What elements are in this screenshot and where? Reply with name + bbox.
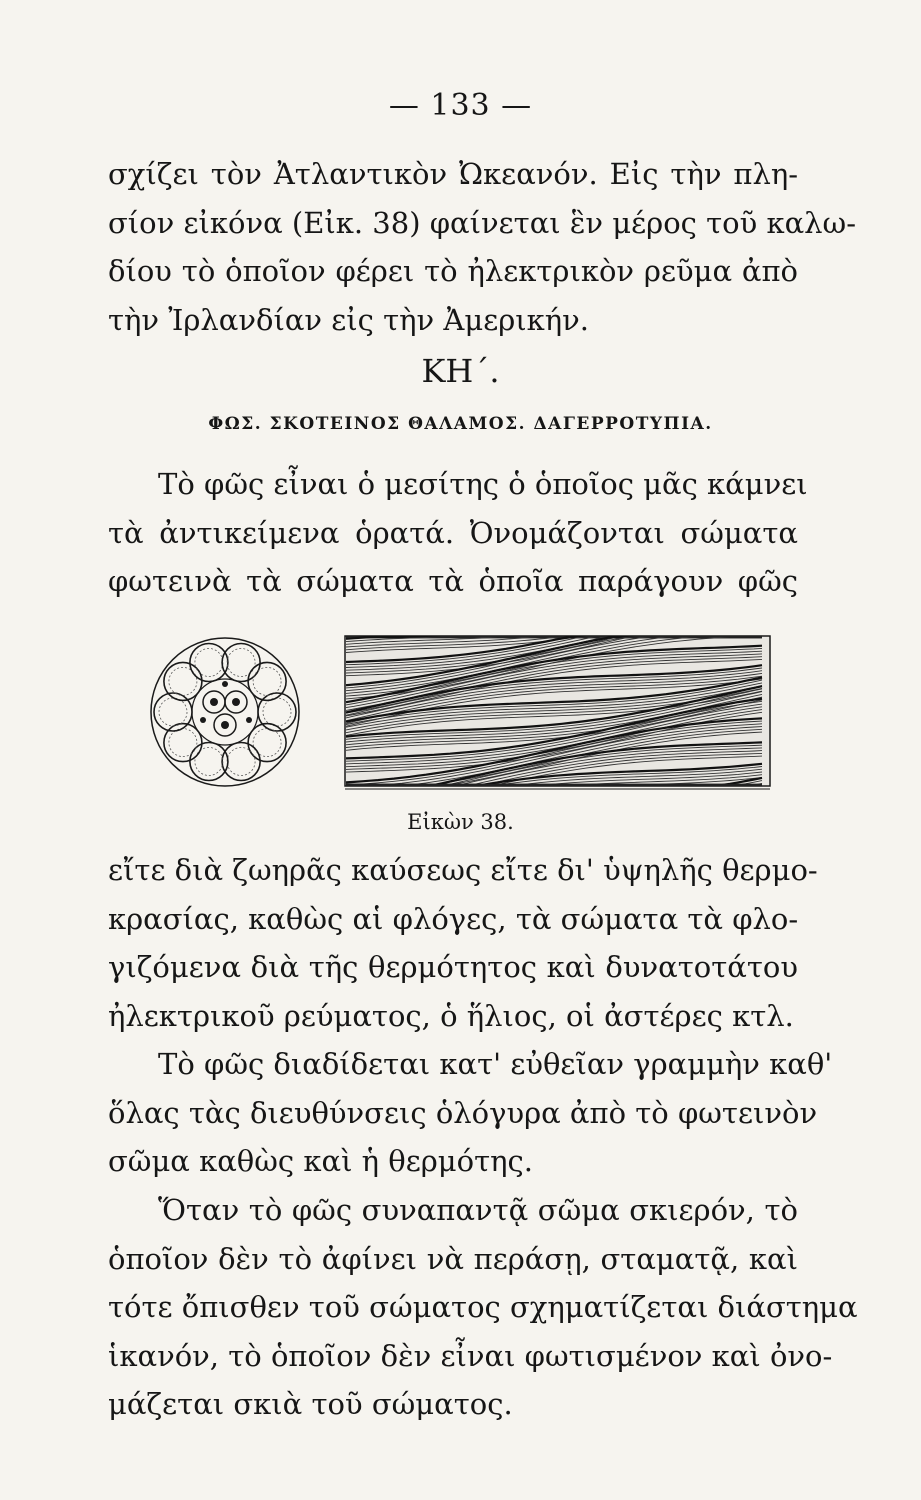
text-line: Τὸ φῶς διαδίδεται κατ' εὐθεῖαν γραμμὴν καθ': [158, 1047, 833, 1081]
text-line: Ὅταν τὸ φῶς συναπαντᾷ σῶμα σκιερόν, τὸ: [158, 1193, 798, 1227]
paragraph-cable-description: [108, 150, 856, 344]
outer-strand-inner: [263, 698, 291, 726]
outer-strand-inner: [227, 748, 255, 776]
paragraph-light-intro: [108, 460, 808, 606]
text-line: Τὸ φῶς εἶναι ὁ μεσίτης ὁ ὁποῖος μᾶς κάμνει: [158, 467, 808, 501]
cable-illustration: [150, 624, 790, 804]
figure-38: [150, 624, 790, 804]
text-line: ὁποῖον δὲν τὸ ἀφίνει νὰ περάσῃ, σταματᾷ, καὶ: [108, 1241, 798, 1276]
text-line: σῶμα καθὼς καὶ ἡ θερμότης.: [108, 1144, 533, 1178]
text-line: σχίζει τὸν Ἀτλαντικὸν Ὠκεανόν. Εἰς τὴν πλη-: [108, 157, 798, 191]
page-number: — 133 —: [388, 88, 533, 123]
figure-caption: Εἰκὼν 38.: [407, 810, 514, 834]
outer-strand: [258, 693, 296, 731]
cable-side-view-icon: [345, 636, 770, 789]
text-line: τὰ ἀντικείμενα ὁρατά. Ὀνομάζονται σώματα: [108, 515, 798, 550]
paragraph-light-sources: [108, 846, 818, 1040]
cable-cross-section-icon: [151, 638, 299, 786]
text-line: εἴτε διὰ ζωηρᾶς καύσεως εἴτε δι' ὑψηλῆς θερμο-: [108, 853, 818, 887]
text-line: τότε ὄπισθεν τοῦ σώματος σχηματίζεται διάστημα: [108, 1290, 858, 1324]
text-line: σίον εἰκόνα (Εἰκ. 38) φαίνεται ἓν μέρος τοῦ καλω-: [108, 205, 856, 240]
text-line: ἱκανόν, τὸ ὁποῖον δὲν εἶναι φωτισμένον καὶ ὀνο-: [108, 1338, 833, 1373]
text-line: ἠλεκτρικοῦ ρεύματος, ὁ ἥλιος, οἱ ἀστέρες κτλ.: [108, 998, 794, 1033]
text-line: μάζεται σκιὰ τοῦ σώματος.: [108, 1387, 513, 1421]
text-line: φωτεινὰ τὰ σώματα τὰ ὁποῖα παράγουν φῶς: [108, 564, 798, 598]
section-title: ΦΩΣ. ΣΚΟΤΕΙΝΟΣ ΘΑΛΑΜΟΣ. ΔΑΓΕΡΡΟΤΥΠΙΑ.: [208, 414, 713, 434]
text-line: δίου τὸ ὁποῖον φέρει τὸ ἠλεκτρικὸν ρεῦμα ἀπὸ: [108, 254, 798, 288]
paragraph-light-propagation: [108, 1040, 833, 1186]
paragraph-shadow: [108, 1186, 858, 1429]
text-line: γιζόμενα διὰ τῆς θερμότητος καὶ δυνατοτάτου: [108, 950, 798, 984]
text-line: ὅλας τὰς διευθύνσεις ὁλόγυρα ἀπὸ τὸ φωτεινὸν: [108, 1095, 818, 1130]
chapter-number: ΚΗ΄.: [421, 352, 500, 390]
text-line: κρασίας, καθὼς αἱ φλόγες, τὰ σώματα τὰ φλο-: [108, 901, 799, 936]
outer-strand-inner: [159, 698, 187, 726]
outer-strand-inner: [195, 649, 223, 677]
outer-strand: [154, 693, 192, 731]
text-line: τὴν Ἰρλανδίαν εἰς τὴν Ἀμερικήν.: [108, 302, 589, 337]
